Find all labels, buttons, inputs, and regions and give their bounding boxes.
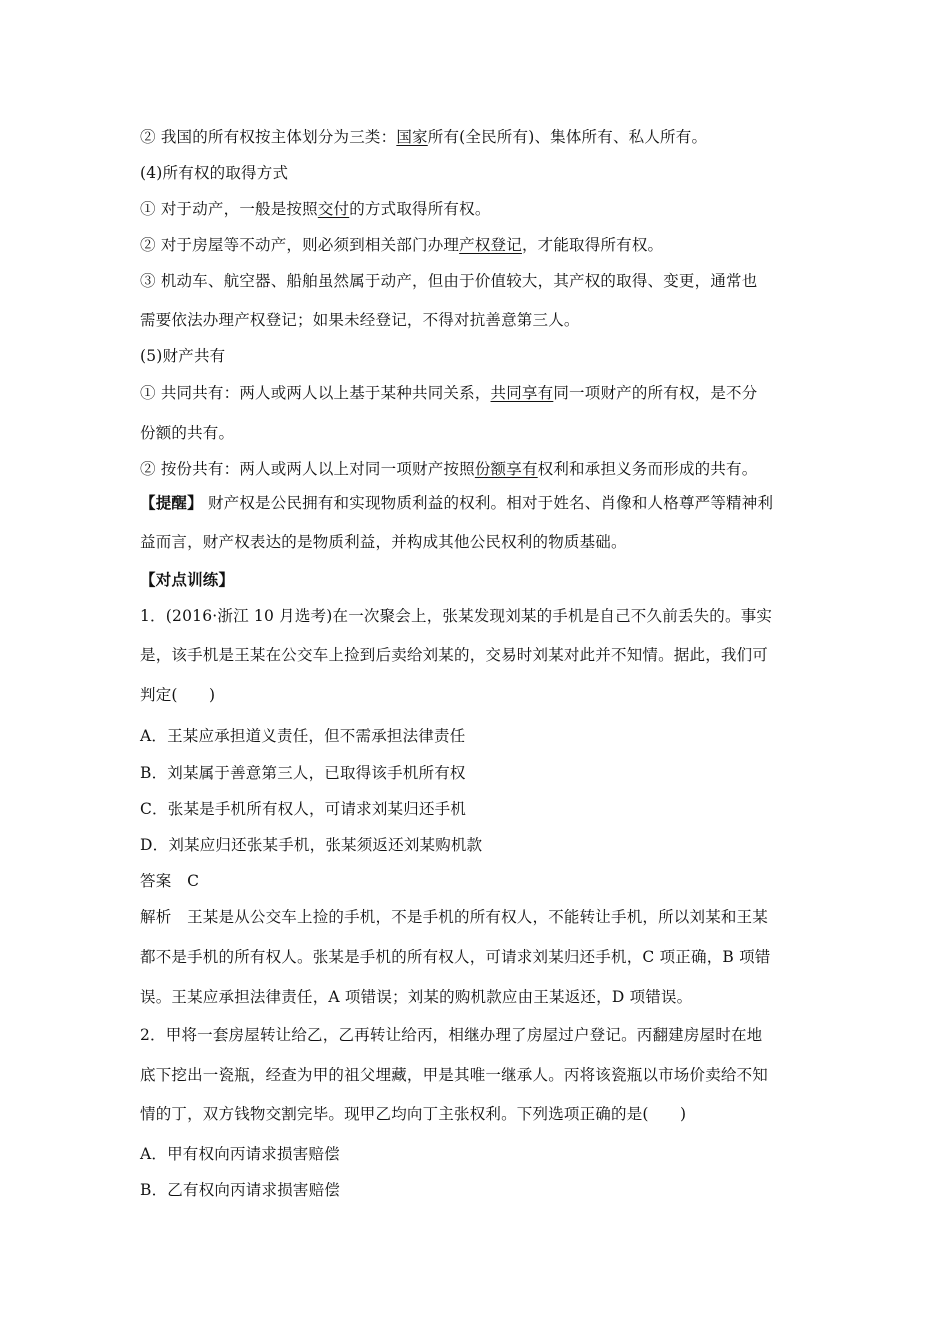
question-1-analysis-line2: 都不是手机的所有权人。张某是手机的所有权人，可请求刘某归还手机，C 项正确，B 项错 bbox=[140, 948, 771, 966]
question-2-line3: 情的丁，双方钱物交割完毕。现甲乙均向丁主张权利。下列选项正确的是( ) bbox=[140, 1105, 687, 1123]
question-1-option-a: A．王某应承担道义责任，但不需承担法律责任 bbox=[140, 727, 466, 745]
text-segment: 的方式取得所有权。 bbox=[349, 200, 491, 218]
question-2-option-a: A．甲有权向丙请求损害赔偿 bbox=[140, 1145, 340, 1163]
question-1-option-d: D．刘某应归还张某手机，张某须返还刘某购机款 bbox=[140, 836, 483, 854]
text-segment: ① 对于动产，一般是按照 bbox=[140, 200, 318, 218]
co-ownership-item-2 bbox=[140, 459, 820, 479]
reminder-line2: 益而言，财产权表达的是物质利益，并构成其他公民权利的物质基础。 bbox=[140, 533, 627, 551]
underlined-answer: 产权登记 bbox=[459, 236, 522, 254]
question-1-line3: 判定( ) bbox=[140, 686, 216, 704]
text-segment: 权利和承担义务而形成的共有。 bbox=[537, 460, 758, 478]
co-ownership-item-1-line2: 份额的共有。 bbox=[140, 424, 235, 442]
question-1-analysis-line1: 解析 王某是从公交车上捡的手机，不是手机的所有权人，不能转让手机，所以刘某和王某 bbox=[140, 908, 769, 926]
question-2-line1: 2．甲将一套房屋转让给乙，乙再转让给丙，相继办理了房屋过户登记。丙翻建房屋时在地 bbox=[140, 1026, 763, 1044]
text-segment: 所有(全民所有)、集体所有、私人所有。 bbox=[427, 128, 708, 146]
ownership-types-line bbox=[140, 127, 820, 147]
heading-co-ownership: (5)财产共有 bbox=[140, 347, 226, 365]
acquisition-item-3-line2: 需要依法办理产权登记；如果未经登记，不得对抗善意第三人。 bbox=[140, 311, 580, 329]
co-ownership-item-1 bbox=[140, 383, 820, 403]
text-segment: 财产权是公民拥有和实现物质利益的权利。相对于姓名、肖像和人格尊严等精神利 bbox=[202, 494, 774, 512]
heading-acquisition: (4)所有权的取得方式 bbox=[140, 164, 289, 182]
text-segment: ② 对于房屋等不动产，则必须到相关部门办理 bbox=[140, 236, 460, 254]
practice-heading: 【对点训练】 bbox=[140, 570, 235, 589]
text-segment: ① 共同共有：两人或两人以上基于某种共同关系， bbox=[140, 384, 491, 402]
underlined-answer: 国家 bbox=[396, 128, 428, 146]
underlined-answer: 共同享有 bbox=[490, 384, 554, 402]
question-1-option-b: B．刘某属于善意第三人，已取得该手机所有权 bbox=[140, 764, 466, 782]
underlined-answer: 份额享有 bbox=[474, 460, 538, 478]
reminder-label: 【提醒】 bbox=[140, 493, 203, 512]
text-segment: ② 按份共有：两人或两人以上对同一项财产按照 bbox=[140, 460, 475, 478]
question-2-option-b: B．乙有权向丙请求损害赔偿 bbox=[140, 1181, 340, 1199]
question-1-option-c: C．张某是手机所有权人，可请求刘某归还手机 bbox=[140, 800, 467, 818]
acquisition-item-3-line1: ③ 机动车、航空器、船舶虽然属于动产，但由于价值较大，其产权的取得、变更，通常也 bbox=[140, 272, 758, 290]
question-1-line2: 是，该手机是王某在公交车上捡到后卖给刘某的，交易时刘某对此并不知情。据此，我们可 bbox=[140, 646, 769, 664]
text-segment: ，才能取得所有权。 bbox=[521, 236, 664, 254]
acquisition-item-1 bbox=[140, 199, 820, 219]
question-2-line2: 底下挖出一瓷瓶，经查为甲的祖父埋藏，甲是其唯一继承人。丙将该瓷瓶以市场价卖给不知 bbox=[140, 1066, 769, 1084]
text-segment: 同一项财产的所有权，是不分 bbox=[553, 384, 758, 402]
reminder-line1 bbox=[140, 493, 820, 513]
question-1-answer: 答案 C bbox=[140, 872, 200, 890]
text-segment: ② 我国的所有权按主体划分为三类： bbox=[140, 128, 397, 146]
underlined-answer: 交付 bbox=[317, 200, 350, 218]
question-1-analysis-line3: 误。王某应承担法律责任，A 项错误；刘某的购机款应由王某返还，D 项错误。 bbox=[140, 988, 693, 1006]
question-1-line1: 1．(2016·浙江 10 月选考)在一次聚会上，张某发现刘某的手机是自己不久前丢失的。事实 bbox=[140, 607, 773, 625]
acquisition-item-2 bbox=[140, 235, 820, 255]
